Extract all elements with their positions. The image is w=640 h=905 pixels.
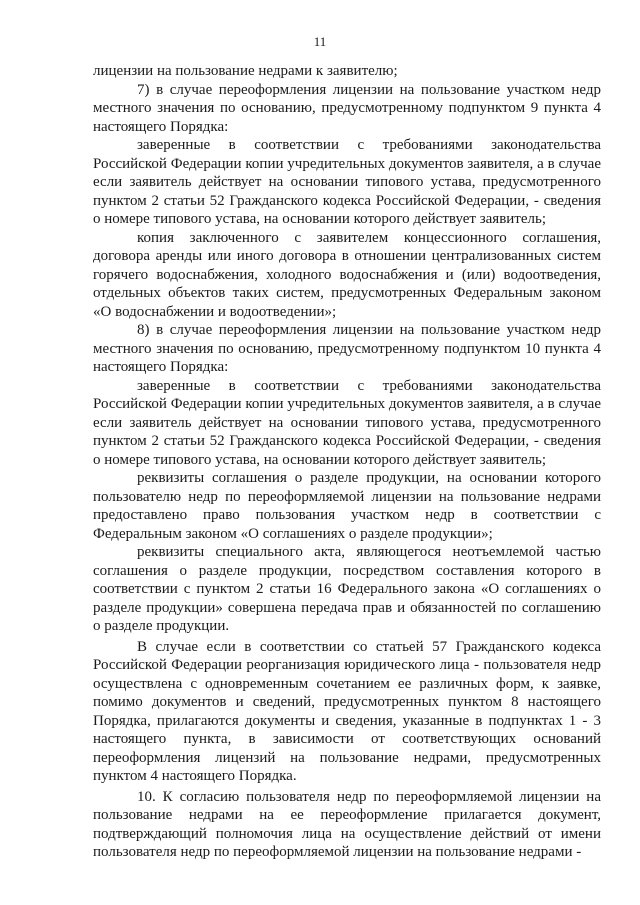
paragraph-item-8-psa-details: реквизиты соглашения о разделе продукции, на основании которого пользователю недр по переоформляемой лицензии на пользование недрами предоставлено право пользования участком недр в соответствии с Федеральным законом «О соглашениях о разделе продукции»; [93, 470, 601, 542]
document-body [93, 62, 601, 862]
paragraph-continuation: лицензии на пользование недрами к заявителю; [93, 63, 398, 79]
paragraph-item-7: 7) в случае переоформления лицензии на пользование участком недр местного значения по основанию, предусмотренному подпунктом 9 пункта 4 настоящего Порядка: [93, 81, 601, 135]
page-number: 11 [313, 34, 327, 49]
paragraph-item-8: 8) в случае переоформления лицензии на пользование участком недр местного значения по основанию, предусмотренному подпунктом 10 пункта 4 настоящего Порядка: [93, 322, 601, 375]
paragraph-item-8-special-act: реквизиты специального акта, являющегося неотъемлемой частью соглашения о разделе продукции, посредством составления которого в соответствии с пунктом 2 статьи 16 Федерального закона «О соглашениях о разделе продукции» совершена передача прав и обязанностей по соглашению о разделе продукции. [93, 544, 601, 634]
paragraph-item-8-constituent-docs: заверенные в соответствии с требованиями законодательства Российской Федерации копии учредительных документов заявителя, а в случае если заявитель действует на основании типового устава, предусмотренного пунктом 2 статьи 52 Гражданского кодекса Российской Федерации, - сведения о номере типового устава, на основании которого действует заявитель; [93, 377, 601, 468]
paragraph-item-7-concession-agreement: копия заключенного с заявителем концессионного соглашения, договора аренды или иного договора в отношении централизованных систем горячего водоснабжения, холодного водоснабжения и (или) водоотведения, отдельных объектов таких систем, предусмотренных Федеральным законом «О водоснабжении и водоотведении»; [93, 229, 601, 320]
paragraph-reorganization: В случае если в соответствии со статьей 57 Гражданского кодекса Российской Федерации реорганизация юридического лица - пользователя недр осуществлена с одновременным сочетанием ее различных форм, к заявке, помимо документов и сведений, предусмотренных пунктом 8 настоящего Порядка, прилагаются документы и сведения, указанные в подпунктах 1 - 3 настоящего пункта, в зависимости от соответствующих оснований переоформления лицензий на пользование недрами, предусмотренных пунктом 4 настоящего Порядка. [93, 638, 601, 784]
paragraph-item-10: 10. К согласию пользователя недр по переоформляемой лицензии на пользование недрами на ее переоформление прилагается документ, подтверждающий полномочия лица на осуществление действий от имени пользователя недр по переоформляемой лицензии на пользование недрами - [93, 788, 601, 860]
paragraph-item-7-constituent-docs: заверенные в соответствии с требованиями законодательства Российской Федерации копии учредительных документов заявителя, а в случае если заявитель действует на основании типового устава, предусмотренного пунктом 2 статьи 52 Гражданского кодекса Российской Федерации, - сведения о номере типового устава, на основании которого действует заявитель; [93, 137, 601, 227]
